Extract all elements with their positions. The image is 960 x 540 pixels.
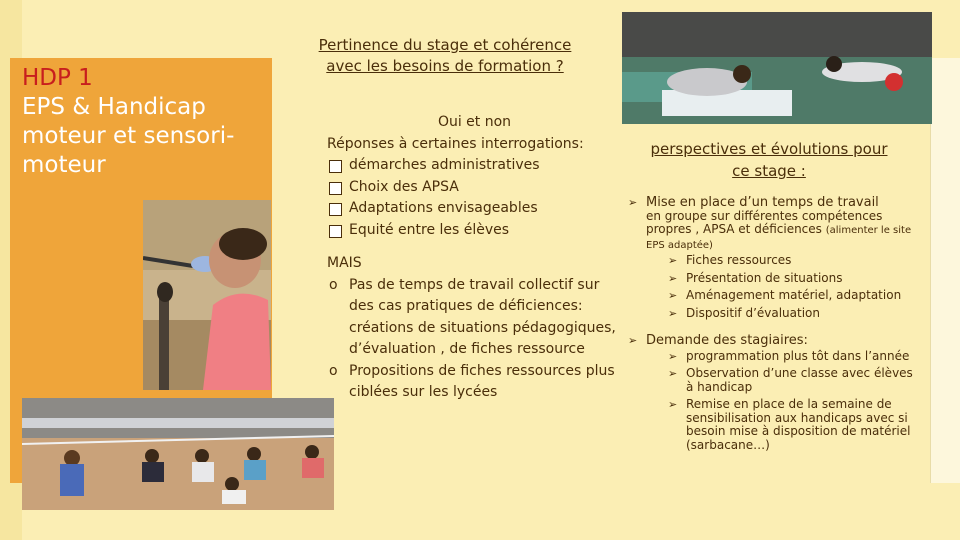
photo-sarbacane <box>143 200 271 390</box>
right-heading: perspectives et évolutions pour ce stage : <box>650 140 888 180</box>
slide-title-subject: EPS & Handicap moteur et sensori- moteur <box>22 94 235 178</box>
arrow-bullet-icon: ➢ <box>668 254 678 267</box>
reponses-intro: Réponses à certaines interrogations: <box>327 135 584 152</box>
circle-bullet-icon: o <box>329 362 338 379</box>
arrow-bullet-icon: ➢ <box>628 334 638 347</box>
list-item: ➢ Dispositif d’évaluation <box>668 305 820 320</box>
list-item: ➢ programmation plus tôt dans l’année <box>668 348 910 363</box>
arrow-bullet-icon: ➢ <box>668 367 678 380</box>
checkbox-bullet-icon <box>329 160 342 173</box>
photo-exercise <box>622 12 932 124</box>
middle-heading: Pertinence du stage et cohérence avec les besoins de formation ? <box>318 36 572 75</box>
arrow-bullet-icon: ➢ <box>668 398 678 411</box>
circle-bullet-icon: o <box>329 276 338 293</box>
right-content <box>628 196 918 456</box>
checkbox-bullet-icon <box>329 182 342 195</box>
oui-non: Oui et non <box>437 114 512 130</box>
photo-group <box>22 398 334 510</box>
list-item: Choix des APSA <box>327 177 622 199</box>
arrow-bullet-icon: ➢ <box>668 349 678 363</box>
list-item: ➢ Fiches ressources <box>668 253 792 267</box>
mais-label: MAIS <box>327 255 362 271</box>
slide-title-code: HDP 1 <box>22 65 93 91</box>
arrow-bullet-icon: ➢ <box>668 289 678 302</box>
arrow-bullet-icon: ➢ <box>668 271 678 285</box>
checkbox-bullet-icon <box>329 225 342 238</box>
list-item: ➢ Présentation de situations <box>668 270 843 285</box>
list-item: ➢ Remise en place de la semaine de sensibilisation aux handicaps avec si besoin mise à disposition de matériel (sarbacane…) <box>668 397 911 452</box>
arrow-bullet-icon: ➢ <box>628 196 638 209</box>
list-item: ➢ Observation d’une classe avec élèves à handicap <box>668 366 913 394</box>
list-item: ➢ Aménagement matériel, adaptation <box>668 288 902 302</box>
list-item: o Pas de temps de travail collectif sur des cas pratiques de déficiences: créations de situations pédagogiques, d’évaluation , de fiches ressource <box>329 276 616 357</box>
list-item: démarches administratives <box>327 155 622 177</box>
list-item: ➢ Mise en place d’un temps de travail en groupe sur différentes compétences propres , APSA et déficiences (alimenter le site EPS adaptée) <box>628 195 912 251</box>
slide-title <box>22 64 262 180</box>
list-item: ➢ Demande des stagiaires: <box>628 333 808 348</box>
list-item: o Propositions de fiches ressources plus ciblées sur les lycées <box>329 362 615 400</box>
list-item: Equité entre les élèves <box>327 220 622 242</box>
checkbox-bullet-icon <box>329 203 342 216</box>
arrow-bullet-icon: ➢ <box>668 306 678 320</box>
middle-content <box>327 112 622 404</box>
right-decor-strip <box>930 58 960 483</box>
list-item: Adaptations envisageables <box>327 198 622 220</box>
